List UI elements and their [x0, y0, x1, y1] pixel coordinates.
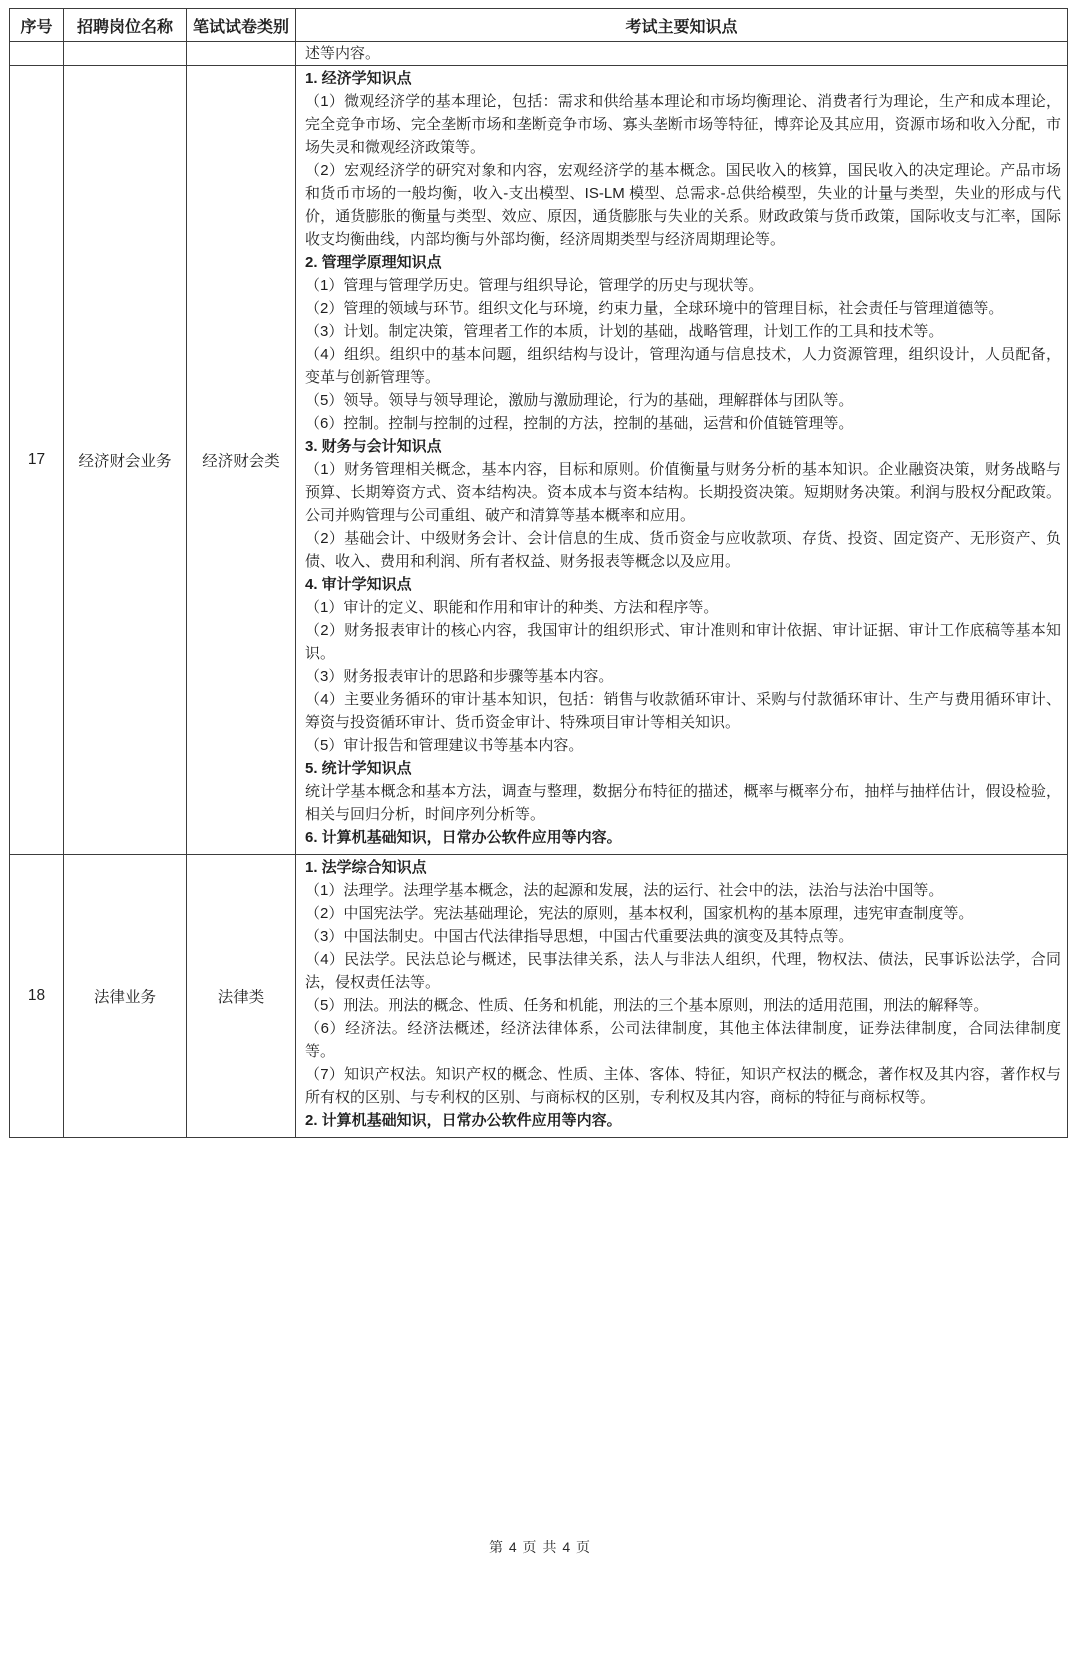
knowledge-point-line: （5）刑法。刑法的概念、性质、任务和机能，刑法的三个基本原则，刑法的适用范围，刑法的解释等。 [305, 997, 989, 1014]
knowledge-points-cell [296, 66, 1068, 855]
header-cell-position: 招聘岗位名称 [64, 9, 187, 42]
page-number: 第 4 页 共 4 页 [488, 1539, 592, 1555]
position-name-cell: 经济财会业务 [64, 66, 187, 855]
knowledge-point-line: （5）领导。领导与领导理论，激励与激励理论，行为的基础，理解群体与团队等。 [305, 392, 854, 409]
knowledge-point-line: 4. 审计学知识点 [305, 576, 412, 593]
knowledge-point-line: （4）民法学。民法总论与概述，民事法律关系，法人与非法人组织，代理，物权法、债法，民事诉讼法学，合同法，侵权责任法等。 [305, 951, 1061, 991]
continuation-row [10, 42, 1068, 66]
knowledge-point-line: 2. 计算机基础知识，日常办公软件应用等内容。 [305, 1112, 622, 1129]
knowledge-point-line: （1）微观经济学的基本理论，包括：需求和供给基本理论和市场均衡理论、消费者行为理论，生产和成本理论，完全竞争市场、完全垄断市场和垄断竞争市场、寡头垄断市场等特征，博弈论及其应用，资源市场和收入分配，市场失灵和微观经济政策等。 [305, 93, 1061, 156]
knowledge-point-line: 5. 统计学知识点 [305, 760, 412, 777]
header-cell-paper-type: 笔试试卷类别 [187, 9, 296, 42]
knowledge-point-line: （2）中国宪法学。宪法基础理论，宪法的原则，基本权利，国家机构的基本原理，违宪审查制度等。 [305, 905, 974, 922]
knowledge-point-line: （1）审计的定义、职能和作用和审计的种类、方法和程序等。 [305, 599, 719, 616]
knowledge-point-line: 1. 法学综合知识点 [305, 859, 427, 876]
row-number-cell [10, 42, 64, 66]
knowledge-point-line: 6. 计算机基础知识，日常办公软件应用等内容。 [305, 829, 622, 846]
table-header-row [10, 9, 1068, 42]
paper-type-cell: 经济财会类 [187, 66, 296, 855]
knowledge-point-line: 统计学基本概念和基本方法，调查与整理，数据分布特征的描述，概率与概率分布，抽样与抽样估计，假设检验，相关与回归分析，时间序列分析等。 [305, 783, 1061, 823]
knowledge-point-line: （2）基础会计、中级财务会计、会计信息的生成、货币资金与应收款项、存货、投资、固定资产、无形资产、负债、收入、费用和利润、所有者权益、财务报表等概念以及应用。 [305, 530, 1061, 570]
header-cell-knowledge: 考试主要知识点 [296, 9, 1068, 42]
knowledge-point-line: 2. 管理学原理知识点 [305, 254, 442, 271]
knowledge-point-line: （1）管理与管理学历史。管理与组织导论，管理学的历史与现状等。 [305, 277, 764, 294]
knowledge-point-line: （1）财务管理相关概念，基本内容，目标和原则。价值衡量与财务分析的基本知识。企业融资决策，财务战略与预算、长期筹资方式、资本结构决。资本成本与资本结构。长期投资决策。短期财务决策。利润与股权分配政策。公司并购管理与公司重组、破产和清算等基本概率和应用。 [305, 461, 1061, 524]
knowledge-point-line: （6）控制。控制与控制的过程，控制的方法，控制的基础，运营和价值链管理等。 [305, 415, 854, 432]
knowledge-point-line: 3. 财务与会计知识点 [305, 438, 442, 455]
knowledge-point-line: （3）计划。制定决策，管理者工作的本质，计划的基础，战略管理，计划工作的工具和技术等。 [305, 323, 944, 340]
table-row [10, 855, 1068, 1138]
row-number-cell: 18 [10, 855, 64, 1138]
header-cell-seq: 序号 [10, 9, 64, 42]
paper-type-cell: 法律类 [187, 855, 296, 1138]
table-row [10, 66, 1068, 855]
knowledge-point-line: （5）审计报告和管理建议书等基本内容。 [305, 737, 584, 754]
exam-knowledge-table [9, 8, 1068, 1138]
knowledge-point-line: （2）管理的领域与环节。组织文化与环境，约束力量，全球环境中的管理目标，社会责任与管理道德等。 [305, 300, 1004, 317]
knowledge-point-line: （4）组织。组织中的基本问题，组织结构与设计，管理沟通与信息技术，人力资源管理，组织设计，人员配备，变革与创新管理等。 [305, 346, 1061, 386]
knowledge-point-line: 1. 经济学知识点 [305, 70, 412, 87]
knowledge-point-line: （1）法理学。法理学基本概念，法的起源和发展，法的运行、社会中的法，法治与法治中国等。 [305, 882, 944, 899]
row-number-cell: 17 [10, 66, 64, 855]
knowledge-point-line: （3）财务报表审计的思路和步骤等基本内容。 [305, 668, 614, 685]
knowledge-points-cell [296, 42, 1068, 66]
knowledge-point-line: （4）主要业务循环的审计基本知识，包括：销售与收款循环审计、采购与付款循环审计、生产与费用循环审计、筹资与投资循环审计、货币资金审计、特殊项目审计等相关知识。 [305, 691, 1061, 731]
paper-type-cell [187, 42, 296, 66]
knowledge-point-line: （6）经济法。经济法概述，经济法律体系，公司法律制度，其他主体法律制度，证券法律制度，合同法律制度等。 [305, 1020, 1061, 1060]
knowledge-points-cell [296, 855, 1068, 1138]
knowledge-point-line: （2）宏观经济学的研究对象和内容，宏观经济学的基本概念。国民收入的核算，国民收入的决定理论。产品市场和货币市场的一般均衡，收入-支出模型、IS-LM 模型、总需求-总供给模型，失业的计量与类型，失业的形成与代价，通货膨胀的衡量与类型、效应、原因，通货膨胀与失业的关系。财政政策与货币政策，国际收支与汇率，国际收支均衡曲线，内部均衡与外部均衡，经济周期类型与经济周期理论等。 [305, 162, 1061, 248]
position-name-cell [64, 42, 187, 66]
knowledge-point-line: （2）财务报表审计的核心内容，我国审计的组织形式、审计准则和审计依据、审计证据、审计工作底稿等基本知识。 [305, 622, 1061, 662]
knowledge-point-line: （7）知识产权法。知识产权的概念、性质、主体、客体、特征，知识产权法的概念，著作权及其内容，著作权与所有权的区别、与专利权的区别、与商标权的区别，专利权及其内容，商标的特征与商标权等。 [305, 1066, 1061, 1106]
position-name-cell: 法律业务 [64, 855, 187, 1138]
knowledge-point-line: （3）中国法制史。中国古代法律指导思想，中国古代重要法典的演变及其特点等。 [305, 928, 854, 945]
knowledge-point-line: 述等内容。 [305, 45, 381, 62]
